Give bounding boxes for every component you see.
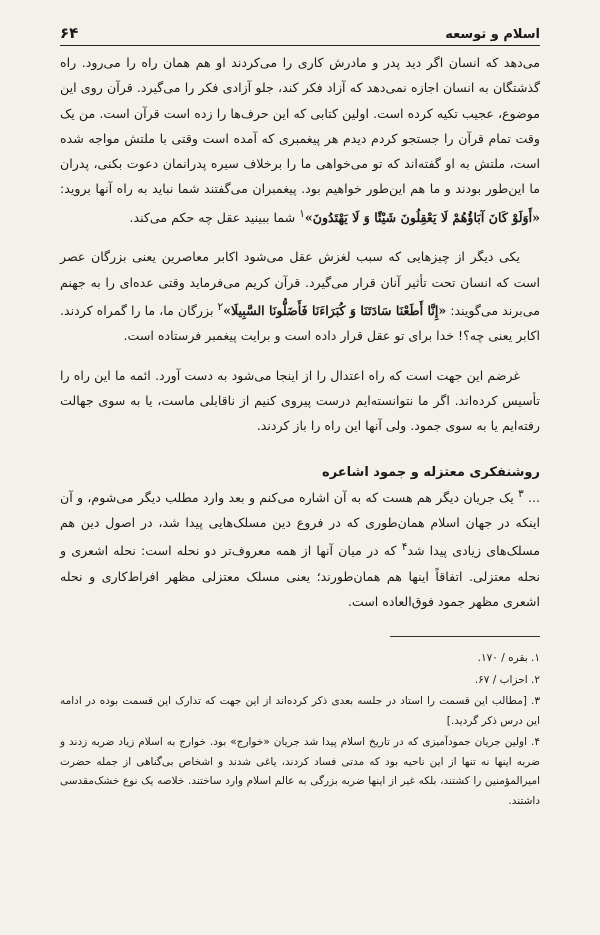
footnotes: [60, 649, 540, 811]
paragraph-2: [60, 244, 540, 348]
paragraph-2-end: بزرگان ما، ما را گمراه کردند. اکابر یعنی چه؟! خدا برای تو عقل قرار داده است و برایت پیغمبر فرستاده است.: [60, 303, 540, 344]
footnote-1: ۱. بقره / ۱۷۰.: [477, 652, 540, 665]
section-text-b: که در میان آنها از همه معروف‌تر دو نحله است: نحله اشعری و نحله معتزلی. اتفاقاً اینها هم همان‌طورند؛ یعنی مسلک معتزلی مظهر افراط‌کاری و نحله اشعری مظهر جمود فوق‌العاده است.: [60, 543, 540, 610]
quran-quote-2: «إِنَّا أَطَعْنَا سَادَتَنَا وَ كُبَرَاءَنَا فَأَضَلُّونَا السَّبِيلَا»: [223, 303, 447, 319]
paragraph-1-text: می‌دهد که انسان اگر دید پدر و مادرش کاری را می‌کردند او هم همان راه را می‌رود. راه گذشتگان به انسان اجازه نمی‌دهد که آزاد فکر کند، جلو آزادی فکر را می‌گیرد. قرآن روی این موضوع، عجیب تکیه کرده است. اولین کتابی که این حرف‌ها را زده است قرآن است. من یک وقت تمام قرآن را جستجو کردم دیدم هر پیغمبری که آمده است وقتی با ملتش مواجه شده است، ملتش به او گفته‌اند که تو می‌خواهی ما را برخلاف سیره پدرانمان دعوت بکنی، پدران ما این‌طور بودند و ما هم این‌طور خواهیم بود. پیغمبران می‌گفتند شما نباید به راه آنها بروید:: [60, 55, 540, 197]
footnote-4: ۴. اولین جریان جمودآمیزی که در تاریخ اسلام پیدا شد جریان «خوارج» بود. خوارج به اسلام زیاد ضربه زدند و ضربه اینها نه تنها از این ناحیه بود که مدتی فساد کردند، یاغی شدند و اشخاص بی‌گناهی از جمله حضرت امیرالمؤمنین را کشتند، بلکه غیر از اینها ضربه بزرگی به عالم اسلام وارد ساختند. خلاصه یک نوع خشک‌مقدسی داشتند.: [60, 736, 540, 807]
footnote-separator: [60, 636, 540, 637]
page-number: ۶۴: [60, 24, 79, 42]
section-lead: ...: [523, 489, 540, 505]
running-title: اسلام و توسعه: [445, 27, 540, 42]
quran-quote-1: «أَوَلَوْ كَانَ آبَاؤُهُمْ لَا يَعْقِلُونَ شَيْئًا وَ لَا يَهْتَدُونَ»: [304, 209, 540, 225]
footnote-2: ۲. احزاب / ۶۷.: [474, 673, 540, 686]
section-text-a: یک جریان دیگر هم هست که به آن اشاره می‌کنم و بعد وارد مطلب دیگر می‌شوم، و آن اینکه در جهان اسلام همان‌طوری که در فروع دین مسلک‌هایی پیدا شد، در اصول دین هم مسلک‌های زیادی پیدا شد: [60, 489, 541, 559]
paragraph-1-end: شما ببینید عقل چه حکم می‌کند.: [129, 209, 300, 225]
footnote-ref-4: ۴: [401, 541, 408, 554]
page-header: [60, 12, 540, 46]
paragraph-3: غرضم این جهت است که راه اعتدال را از اینجا می‌شود به دست آورد. ائمه ما این راه را تأسیس کرده‌اند. اگر ما نتوانسته‌ایم درست پیروی کنیم از ناقابلی ماست، یا به سوی جهالت رفته‌ایم یا به سوی جمود. ولی آنها این راه را باز کردند.: [60, 367, 540, 434]
footnote-ref-3: ۳: [518, 487, 524, 500]
page-body: [60, 50, 540, 614]
footnote-ref-2: ۲: [217, 300, 224, 313]
footnote-3: ۳. [مطالب این قسمت را استاد در جلسه بعدی ذکر کرده‌اند از این جهت که تدارک این قسمت بوده در ادامه این درس ذکر گردید.]: [60, 695, 540, 727]
section-title: روشنفکری معتزله و جمود اشاعره: [322, 464, 540, 480]
paragraph-2-text: یکی دیگر از چیزهایی که سبب لغزش عقل می‌شود اکابر معاصرین یعنی بزرگان عصر است که انسان تحت تأثیر آنان قرار می‌گیرد. قرآن کریم می‌فرماید وقتی عده‌ای را به جهنم می‌برند می‌گویند:: [60, 249, 540, 319]
section-paragraph: [60, 482, 540, 615]
paragraph-1: [60, 50, 540, 230]
footnote-ref-1: ۱: [299, 207, 305, 220]
